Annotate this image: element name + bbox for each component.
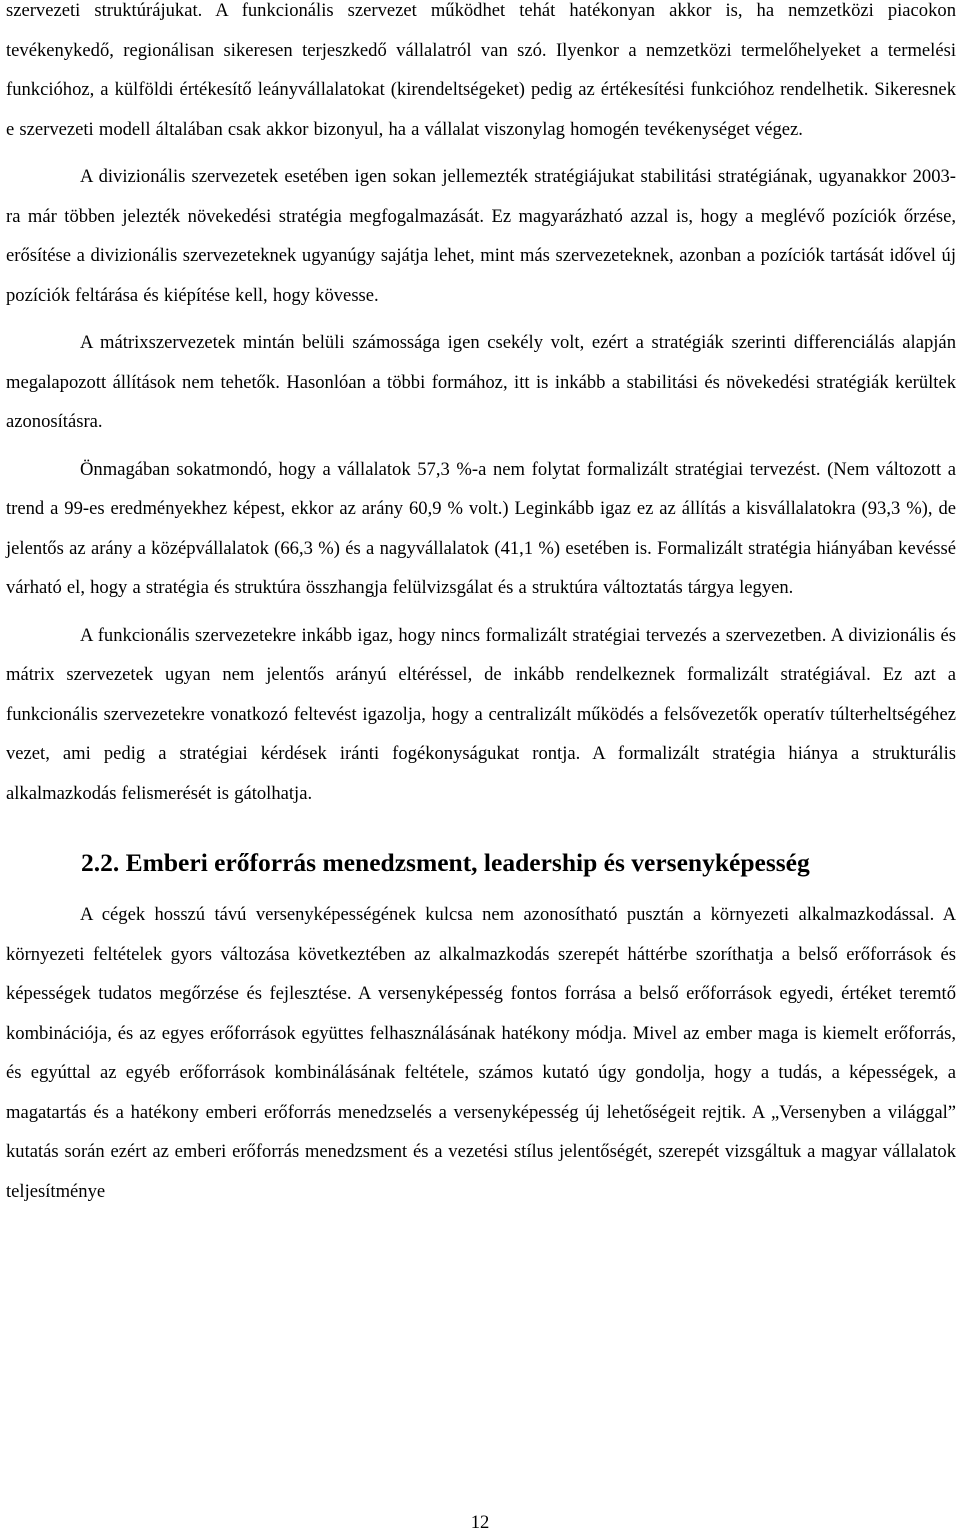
section-heading: 2.2. Emberi erőforrás menedzsment, leadership és versenyképesség: [81, 848, 810, 877]
body-paragraph: A mátrixszervezetek mintán belüli számossága igen csekély volt, ezért a stratégiák szerinti differenciálás alapján megalapozott állítások nem tehetők. Hasonlóan a többi formához, itt is inkább a stabilitási és növekedési stratégiák kerültek azonosításra.: [6, 332, 956, 432]
body-paragraph: A funkcionális szervezetekre inkább igaz, hogy nincs formalizált stratégiai tervezés a szervezetben. A divizionális és mátrix szervezetek ugyan nem jelentős arányú eltéréssel, de inkább rendelkeznek formalizált stratégiával. Ez azt a funkcionális szervezetekre vonatkozó feltevést igazolja, hogy a centralizált működés a felsővezetők operatív túlterheltségéhez vezet, ami pedig a stratégiai kérdések iránti fogékonyságukat rontja. A formalizált stratégia hiánya a strukturális alkalmazkodás felismerését is gátolhatja.: [6, 624, 956, 804]
page-number: 12: [470, 1512, 490, 1533]
body-paragraph: A divizionális szervezetek esetében igen sokan jellemezték stratégiájukat stabilitási stratégiának, ugyanakkor 2003-ra már többen jelezték növekedési stratégia megfogalmazását. Ez magyarázható azzal is, hogy a meglévő pozíciók őrzése, erősítése a divizionális szervezeteknek ugyanúgy sajátja lehet, mint más szervezeteknek, azonban a pozíciók tartását idővel új pozíciók feltárása és kiépítése kell, hogy kövesse.: [6, 166, 956, 306]
body-paragraph: szervezeti struktúrájukat. A funkcionális szervezet működhet tehát hatékonyan akkor is, ha nemzetközi piacokon tevékenykedő, regionálisan sikeresen terjeszkedő vállalatról van szó. Ilyenkor a nemzetközi termelőhelyeket a termelési funkcióhoz, a külföldi értékesítő leányvállalatokat (kirendeltségeket) pedig az értékesítési funkcióhoz rendelhetik. Sikeresnek e szervezeti modell általában csak akkor bizonyul, ha a vállalat viszonylag homogén tevékenységet végez.: [6, 0, 956, 140]
document-page: [6, 0, 956, 1211]
body-paragraph: A cégek hosszú távú versenyképességének kulcsa nem azonosítható pusztán a környezeti alkalmazkodással. A környezeti feltételek gyors változása következtében az alkalmazkodás szerepét háttérbe szoríthatja a belső erőforrások és képességek tudatos megőrzése és fejlesztése. A versenyképesség fontos forrása a belső erőforrások egyedi, értéket teremtő kombinációja, és az egyes erőforrások együttes felhasználásának hatékony módja. Mivel az ember maga is kiemelt erőforrás, és egyúttal az egyéb erőforrások kombinálásának feltétele, számos kutató úgy gondolja, hogy a tudás, a képességek, a magatartás és a hatékony emberi erőforrás menedzselés a versenyképesség új lehetőségeit rejtik. A „Versenyben a világgal” kutatás során ezért az emberi erőforrás menedzsment és a vezetési stílus jelentőségét, szerepét vizsgáltuk a magyar vállalatok teljesítménye: [6, 904, 956, 1202]
body-paragraph: Önmagában sokatmondó, hogy a vállalatok 57,3 %-a nem folytat formalizált stratégiai tervezést. (Nem változott a trend a 99-es eredményekhez képest, ekkor az arány 60,9 % volt.) Leginkább igaz ez az állítás a kisvállalatokra (93,3 %), de jelentős az arány a középvállalatok (66,3 %) és a nagyvállalatok (41,1 %) esetében is. Formalizált stratégia hiányában kevéssé várható el, hogy a stratégia és struktúra összhangja felülvizsgálat és a struktúra változtatás tárgya legyen.: [6, 458, 956, 598]
